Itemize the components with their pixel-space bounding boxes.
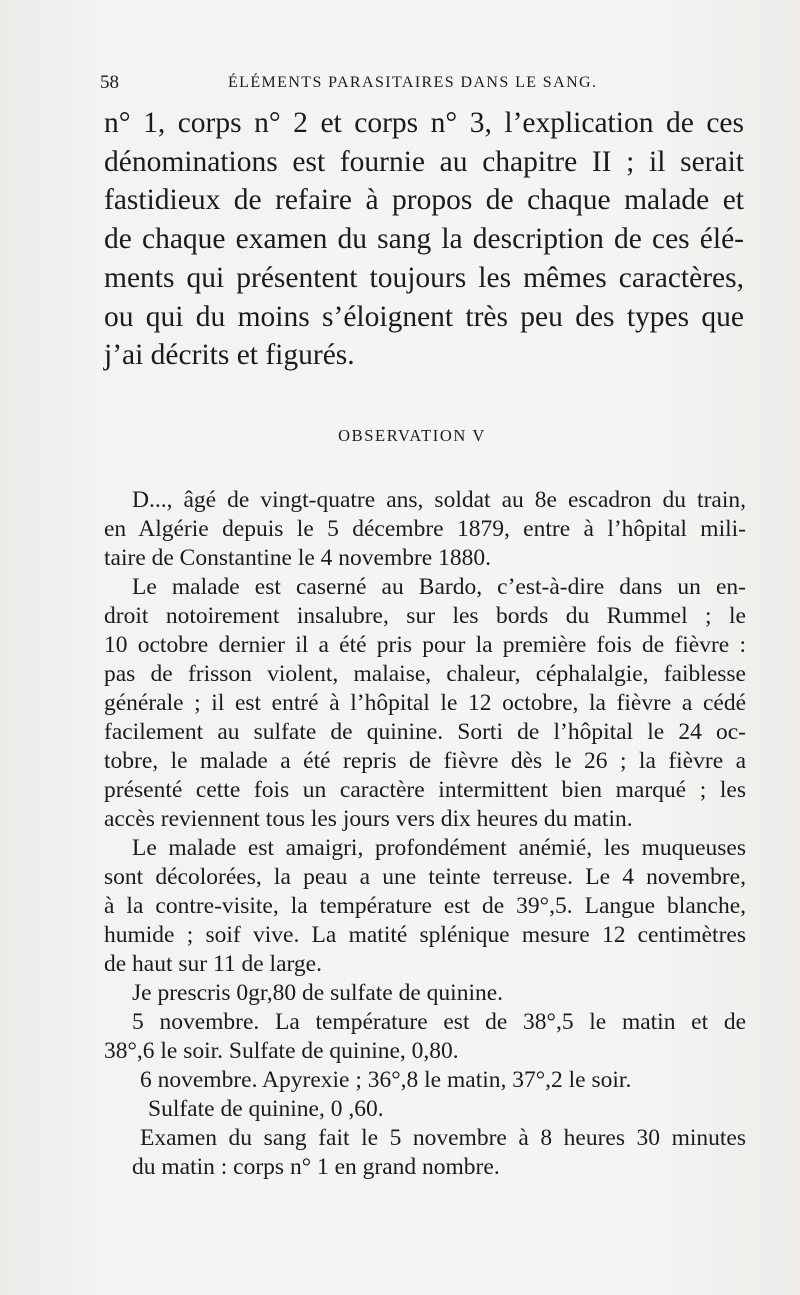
- text-line: de haut sur 11 de large.: [104, 951, 322, 977]
- text-line: pas de frisson violent, malaise, chaleur, céphalalgie, faiblesse: [104, 661, 746, 687]
- text-line: taire de Constantine le 4 novembre 1880.: [104, 545, 491, 571]
- text-line: Le malade est amaigri, profondément anémié, les muqueuses: [132, 835, 746, 861]
- text-line: sont décolorées, la peau a une teinte terreuse. Le 4 novembre,: [104, 864, 746, 890]
- text-line: accès reviennent tous les jours vers dix heures du matin.: [104, 806, 633, 832]
- text-line: présenté cette fois un caractère intermittent bien marqué ; les: [104, 777, 746, 803]
- text-line: 10 octobre dernier il a été pris pour la première fois de fièvre :: [104, 632, 746, 658]
- text-line: à la contre-visite, la température est de 39°,5. Langue blanche,: [104, 893, 746, 919]
- text-line: en Algérie depuis le 5 décembre 1879, entre à l’hôpital mili-: [104, 516, 746, 542]
- text-line: dénominations est fournie au chapitre II ; il serait: [104, 145, 744, 178]
- text-line: Examen du sang fait le 5 novembre à 8 heures 30 minutes: [140, 1125, 746, 1151]
- text-line: ou qui du moins s’éloignent très peu des types que: [104, 300, 744, 333]
- text-line: ments qui présentent toujours les mêmes caractères,: [104, 261, 744, 294]
- observation-heading: OBSERVATION V: [338, 426, 486, 445]
- running-head: ÉLÉMENTS PARASITAIRES DANS LE SANG.: [228, 74, 598, 91]
- text-line: facilement au sulfate de quinine. Sorti de l’hôpital le 24 oc-: [104, 719, 746, 745]
- text-line: humide ; soif vive. La matité splénique mesure 12 centimètres: [104, 922, 746, 948]
- text-line: D..., âgé de vingt-quatre ans, soldat au 8e escadron du train,: [132, 487, 746, 513]
- text-line: Le malade est caserné au Bardo, c’est-à-dire dans un en-: [132, 574, 746, 600]
- page-number: 58: [100, 72, 119, 93]
- text-line: 6 novembre. Apyrexie ; 36°,8 le matin, 37°,2 le soir.: [140, 1067, 632, 1093]
- text-line: 5 novembre. La température est de 38°,5 le matin et de: [132, 1009, 746, 1035]
- text-line: Sulfate de quinine, 0 ,60.: [148, 1096, 384, 1122]
- page-header: [100, 72, 660, 96]
- text-line: tobre, le malade a été repris de fièvre dès le 26 ; la fièvre a: [104, 748, 746, 774]
- intro-paragraph: [104, 104, 744, 375]
- text-line: générale ; il est entré à l’hôpital le 12 octobre, la fièvre a cédé: [104, 690, 746, 716]
- text-line: droit notoirement insalubre, sur les bords du Rummel ; le: [104, 603, 746, 629]
- text-line: n° 1, corps n° 2 et corps n° 3, l’explication de ces: [104, 107, 744, 139]
- text-line: 38°,6 le soir. Sulfate de quinine, 0,80.: [104, 1038, 459, 1064]
- text-line: Je prescris 0gr,80 de sulfate de quinine.: [132, 980, 504, 1006]
- text-line: du matin : corps n° 1 en grand nombre.: [132, 1154, 500, 1180]
- text-line: de chaque examen du sang la description de ces élé-: [104, 223, 744, 256]
- text-line: j’ai décrits et figurés.: [104, 339, 355, 372]
- text-line: fastidieux de refaire à propos de chaque malade et: [104, 184, 744, 217]
- observation-text: [104, 486, 746, 1182]
